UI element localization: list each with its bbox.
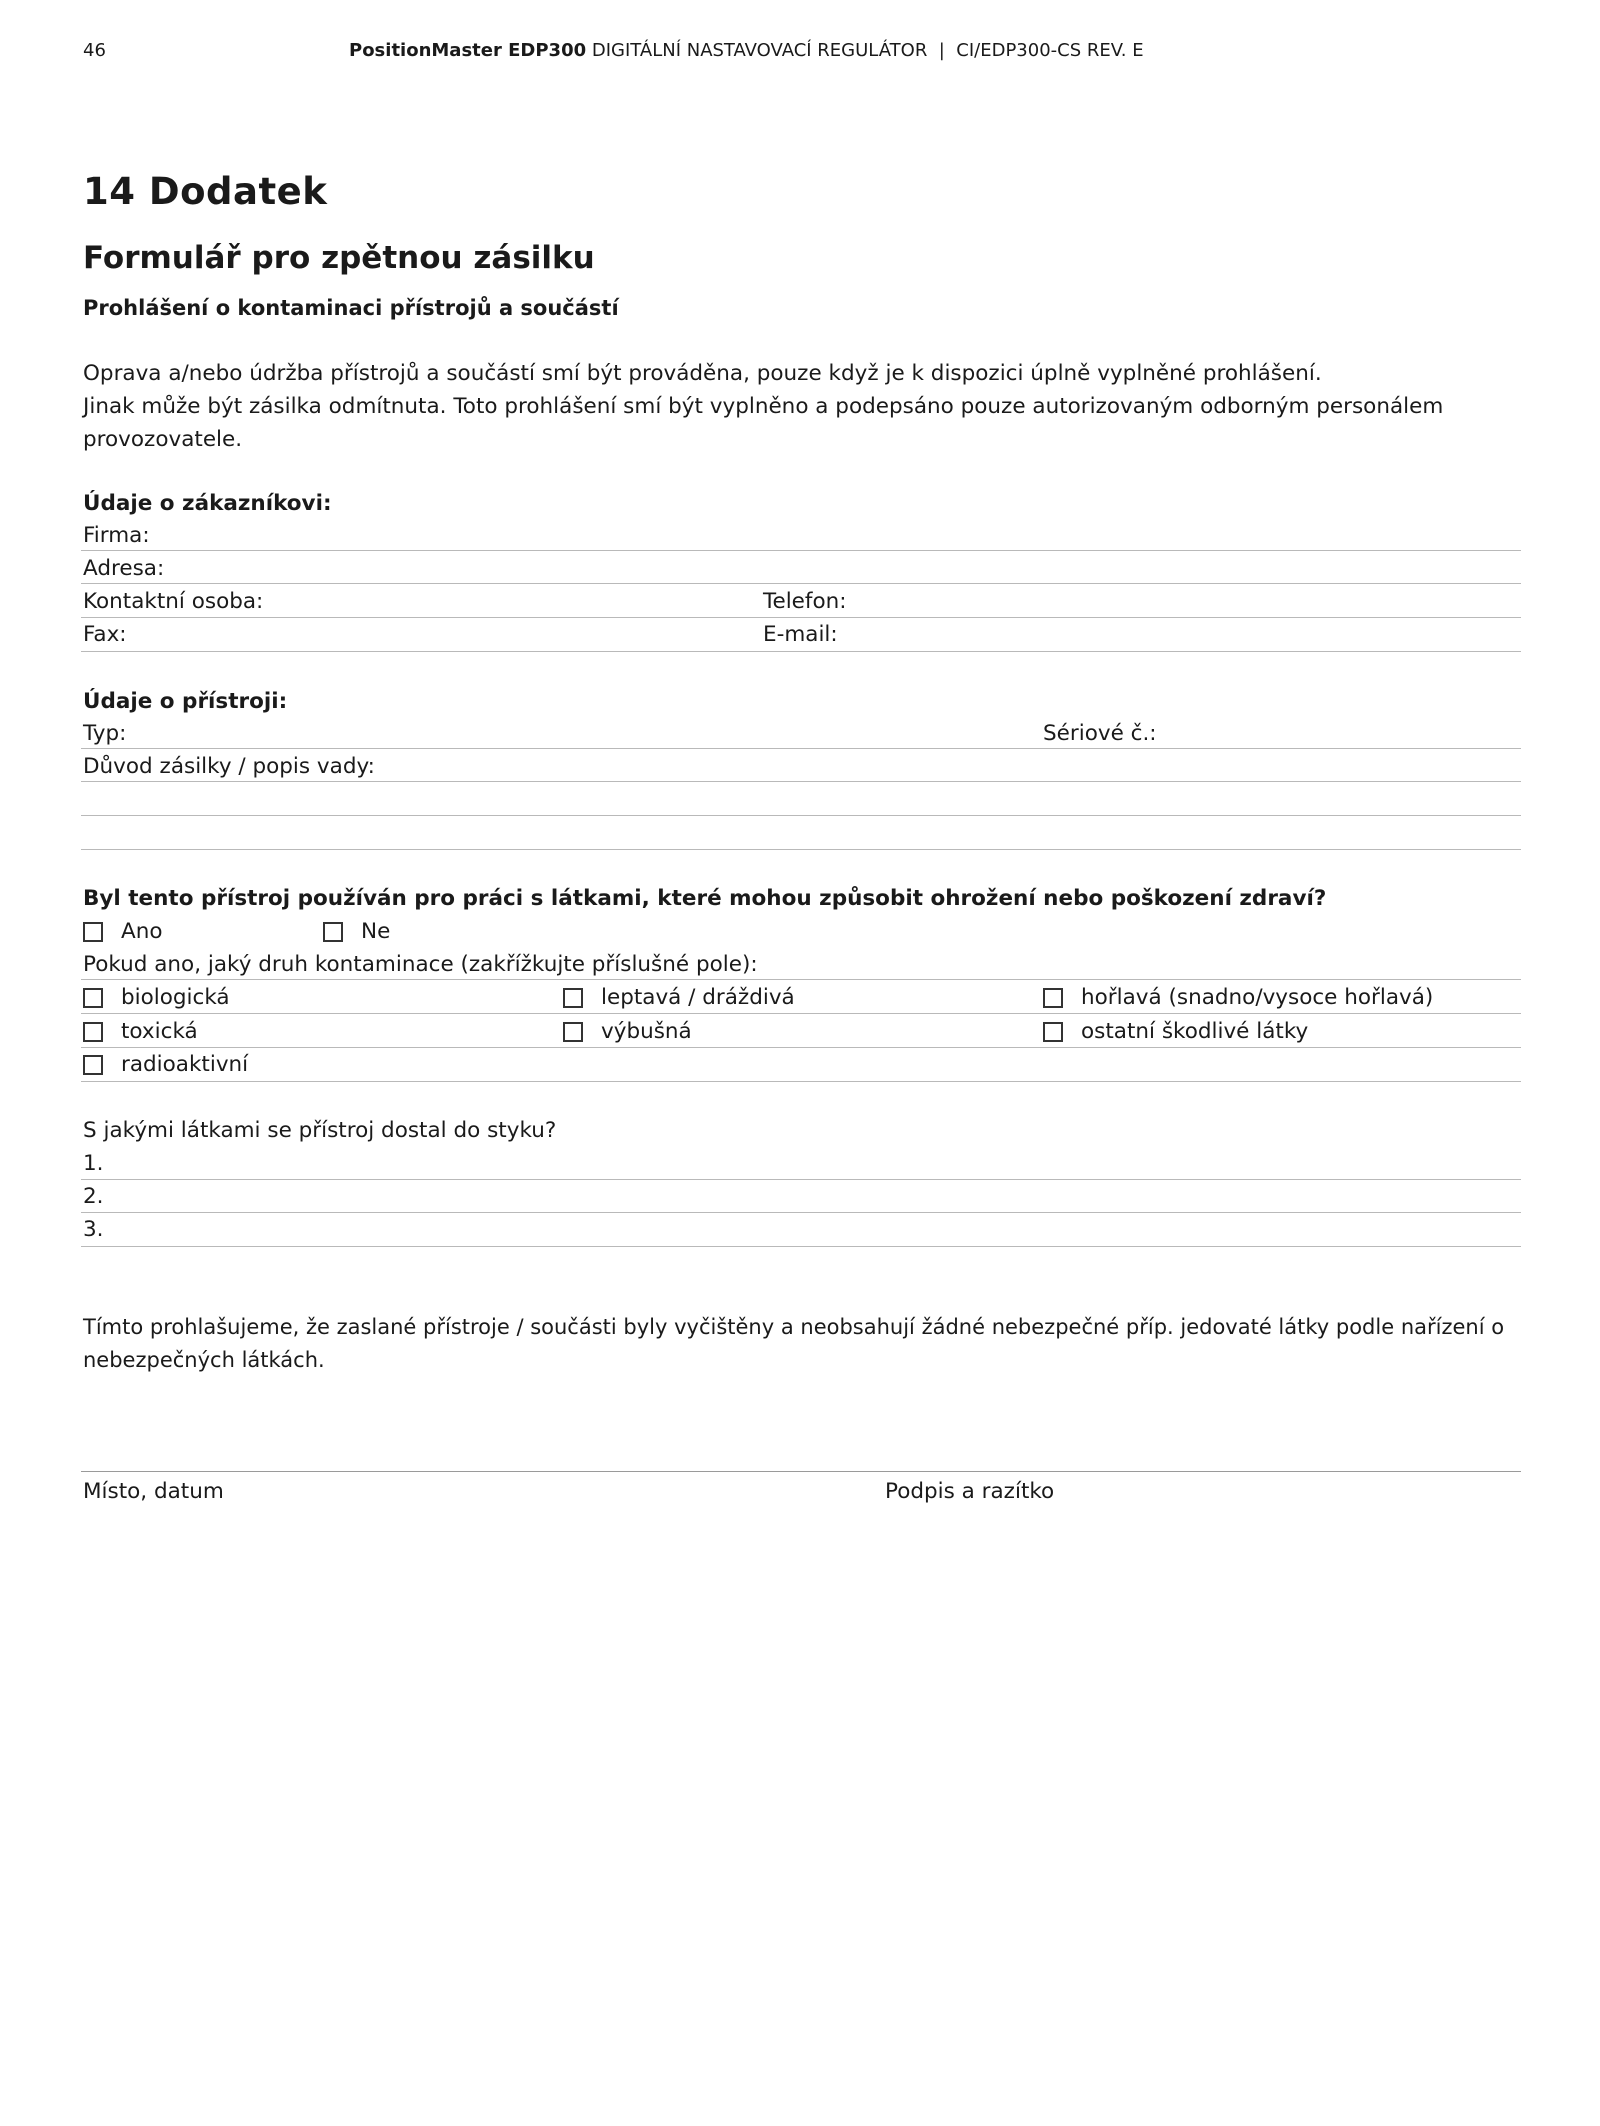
radioactive-label: radioaktivní — [121, 1052, 249, 1077]
document-title: DIGITÁLNÍ NASTAVOVACÍ REGULÁTOR | CI/EDP300-CS REV. E — [586, 40, 1144, 61]
substance-2-field-line[interactable] — [81, 1212, 1521, 1213]
biological-label: biologická — [121, 985, 230, 1010]
contamination-row-line-2 — [81, 1047, 1521, 1048]
substances-question: S jakými látkami se přístroj dostal do styku? — [83, 1118, 557, 1143]
address-field-line[interactable] — [81, 583, 1521, 584]
section-title: 14 Dodatek — [83, 170, 328, 213]
declaration-title: Prohlášení o kontaminaci přístrojů a součástí — [83, 296, 619, 320]
explosive-checkbox[interactable] — [563, 1022, 583, 1042]
intro-line-3: provozovatele. — [83, 427, 243, 452]
page-number: 46 — [83, 40, 106, 61]
yes-checkbox[interactable] — [83, 922, 103, 942]
signature-line[interactable] — [81, 1471, 1521, 1472]
type-label: Typ: — [83, 721, 127, 746]
flammable-checkbox[interactable] — [1043, 988, 1063, 1008]
hazard-question: Byl tento přístroj používán pro práci s látkami, které mohou způsobit ohrožení nebo poškození zdraví? — [83, 886, 1327, 911]
contamination-type-label: Pokud ano, jaký druh kontaminace (zakřížkujte příslušné pole): — [83, 952, 758, 977]
corrosive-checkbox[interactable] — [563, 988, 583, 1008]
other-harmful-label: ostatní škodlivé látky — [1081, 1019, 1309, 1044]
corrosive-label: leptavá / dráždivá — [601, 985, 795, 1010]
flammable-label: hořlavá (snadno/vysoce hořlavá) — [1081, 985, 1434, 1010]
contamination-row-line-3 — [81, 1081, 1521, 1082]
no-label: Ne — [361, 919, 391, 944]
place-date-label: Místo, datum — [83, 1479, 224, 1504]
explosive-label: výbušná — [601, 1019, 692, 1044]
reason-field-line-2[interactable] — [81, 815, 1521, 816]
fax-email-field-line[interactable] — [81, 651, 1521, 652]
running-header — [349, 40, 1144, 61]
intro-line-1: Oprava a/nebo údržba přístrojů a součástí smí být prováděna, pouze když je k dispozici úplně vyplněné prohlášení. — [83, 361, 1322, 386]
other-harmful-checkbox[interactable] — [1043, 1022, 1063, 1042]
company-field-line[interactable] — [81, 550, 1521, 551]
form-title: Formulář pro zpětnou zásilku — [83, 240, 595, 276]
toxic-label: toxická — [121, 1019, 198, 1044]
statement-line-2: nebezpečných látkách. — [83, 1348, 325, 1372]
email-label: E-mail: — [763, 622, 838, 647]
contact-person-label: Kontaktní osoba: — [83, 589, 264, 614]
reason-field-line-3[interactable] — [81, 849, 1521, 850]
signature-stamp-label: Podpis a razítko — [885, 1479, 1055, 1504]
contamination-row-line-0 — [81, 979, 1521, 980]
company-label: Firma: — [83, 523, 150, 548]
yes-label: Ano — [121, 919, 163, 944]
toxic-checkbox[interactable] — [83, 1022, 103, 1042]
contamination-row-line-1 — [81, 1013, 1521, 1014]
substance-1-field-line[interactable] — [81, 1179, 1521, 1180]
cleaning-statement — [83, 1311, 1504, 1377]
customer-heading: Údaje o zákazníkovi: — [83, 491, 332, 516]
radioactive-checkbox[interactable] — [83, 1055, 103, 1075]
type-serial-field-line[interactable] — [81, 748, 1521, 749]
reason-label: Důvod zásilky / popis vady: — [83, 754, 375, 779]
serial-number-label: Sériové č.: — [1043, 721, 1157, 746]
biological-checkbox[interactable] — [83, 988, 103, 1008]
fax-label: Fax: — [83, 622, 127, 647]
reason-field-line-1[interactable] — [81, 781, 1521, 782]
contact-phone-field-line[interactable] — [81, 617, 1521, 618]
phone-label: Telefon: — [763, 589, 847, 614]
device-heading: Údaje o přístroji: — [83, 689, 288, 714]
statement-line-1: Tímto prohlašujeme, že zaslané přístroje / součásti byly vyčištěny a neobsahují žádné nebezpečné příp. jedovaté látky podle nařízení o — [83, 1315, 1505, 1339]
product-name: PositionMaster EDP300 — [349, 40, 587, 61]
substance-3-field-line[interactable] — [81, 1246, 1521, 1247]
substance-3-label: 3. — [83, 1217, 104, 1242]
intro-paragraph — [83, 357, 1443, 456]
substance-2-label: 2. — [83, 1184, 104, 1209]
intro-line-2: Jinak může být zásilka odmítnuta. Toto prohlášení smí být vyplněno a podepsáno pouze autorizovaným odborným personálem — [83, 394, 1444, 419]
address-label: Adresa: — [83, 556, 165, 581]
substance-1-label: 1. — [83, 1151, 104, 1176]
no-checkbox[interactable] — [323, 922, 343, 942]
